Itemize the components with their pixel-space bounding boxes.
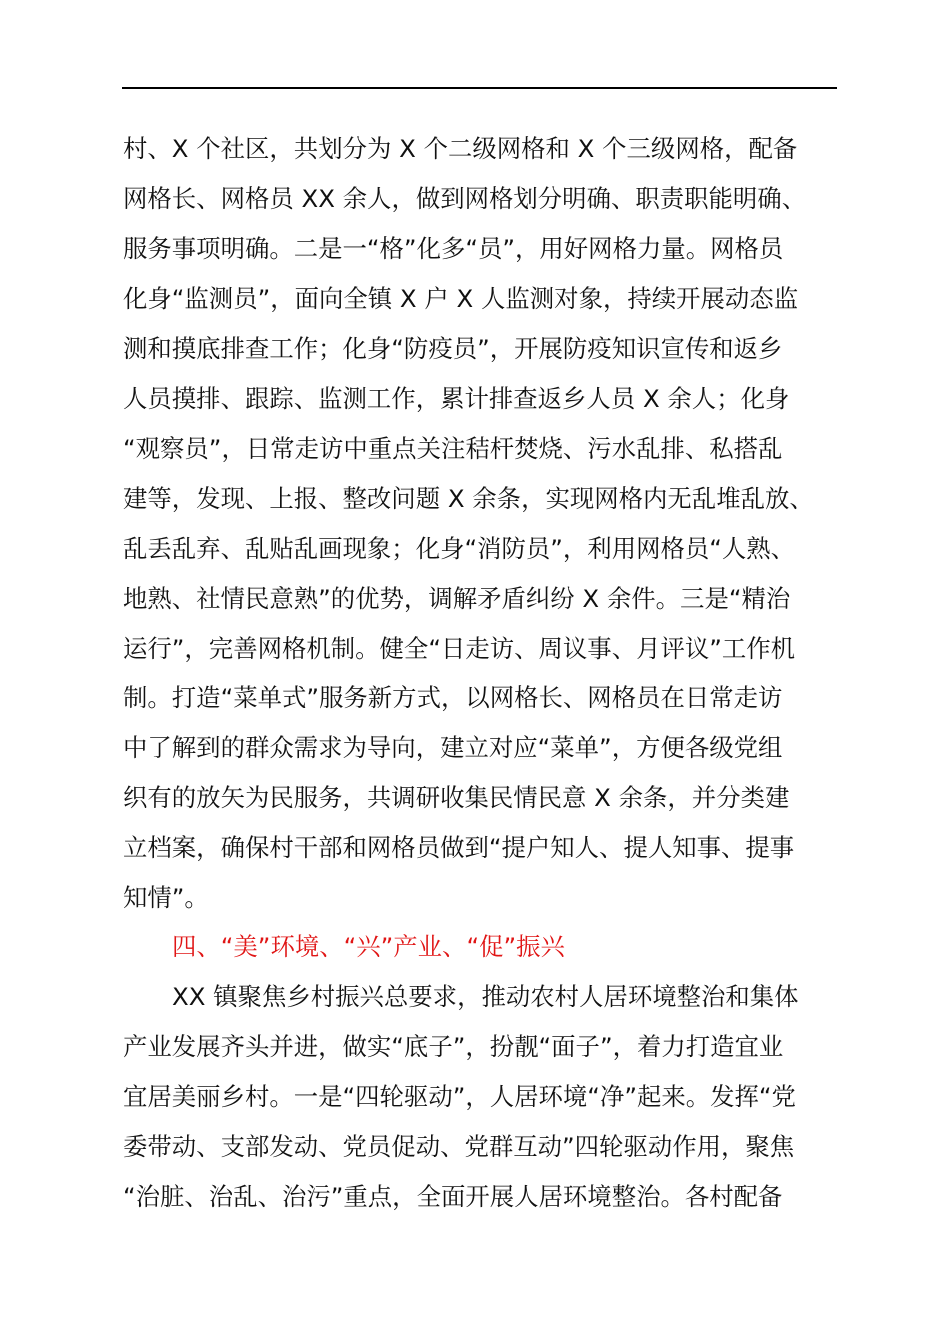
header-rule xyxy=(122,87,837,89)
text-line: 服务事项明确。二是一“格”化多“员”，用好网格力量。网格员 xyxy=(123,234,784,263)
text-line: 测和摸底排查工作；化身“防疫员”，开展防疫知识宣传和返乡 xyxy=(123,334,783,363)
text-line: 织有的放矢为民服务，共调研收集民情民意 X 余条，并分类建 xyxy=(123,783,790,812)
text-line: 委带动、支部发动、党员促动、党群互动”四轮驱动作用，聚焦 xyxy=(123,1132,795,1161)
section-heading: 四、“美”环境、“兴”产业、“促”振兴 xyxy=(172,932,565,961)
text-line: 制。打造“菜单式”服务新方式，以网格长、网格员在日常走访 xyxy=(123,683,783,712)
text-line: “治脏、治乱、治污”重点，全面开展人居环境整治。各村配备 xyxy=(123,1182,783,1211)
text-line: 村、X 个社区，共划分为 X 个二级网格和 X 个三级网格，配备 xyxy=(123,134,798,163)
text-line: 宜居美丽乡村。一是“四轮驱动”，人居环境“净”起来。发挥“党 xyxy=(123,1082,796,1111)
text-line: 中了解到的群众需求为导向，建立对应“菜单”，方便各级党组 xyxy=(123,733,783,762)
text-line: 乱丢乱弃、乱贴乱画现象；化身“消防员”，利用网格员“人熟、 xyxy=(123,534,796,563)
text-line: 网格长、网格员 XX 余人，做到网格划分明确、职责职能明确、 xyxy=(123,184,807,213)
text-line: 运行”，完善网格机制。健全“日走访、周议事、月评议”工作机 xyxy=(123,634,796,663)
text-line: 产业发展齐头并进，做实“底子”，扮靓“面子”，着力打造宜业 xyxy=(123,1032,784,1061)
text-line: 人员摸排、跟踪、监测工作，累计排查返乡人员 X 余人；化身 xyxy=(123,384,790,413)
text-line: 建等，发现、上报、整改问题 X 余条，实现网格内无乱堆乱放、 xyxy=(123,484,814,513)
text-line: 化身“监测员”，面向全镇 X 户 X 人监测对象，持续开展动态监 xyxy=(123,284,799,313)
text-line: “观察员”，日常走访中重点关注秸杆焚烧、污水乱排、私搭乱 xyxy=(123,434,783,463)
text-line: 地熟、社情民意熟”的优势，调解矛盾纠纷 X 余件。三是“精治 xyxy=(123,584,791,613)
text-line: 立档案，确保村干部和网格员做到“提户知人、提人知事、提事 xyxy=(123,833,795,862)
text-line: XX 镇聚焦乡村振兴总要求，推动农村人居环境整治和集体 xyxy=(172,982,799,1011)
text-line: 知情”。 xyxy=(123,883,209,912)
